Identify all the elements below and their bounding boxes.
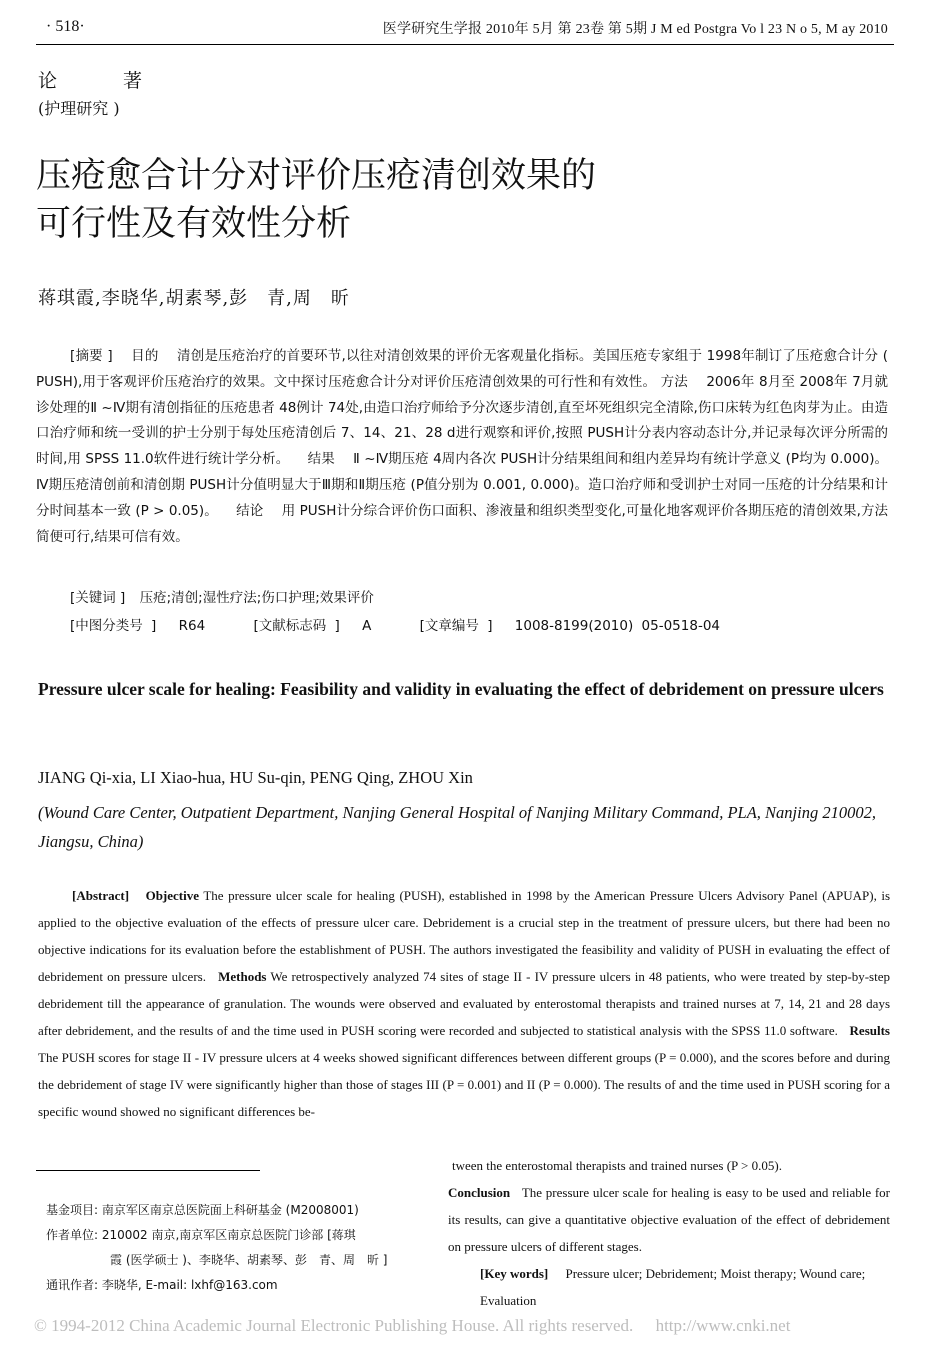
authors-cn: 蒋琪霞,李晓华,胡素琴,彭 青,周 昕 — [38, 288, 350, 309]
cnki-link[interactable]: http://www.cnki.net — [655, 1316, 791, 1335]
methods-text-cn: 2006年 8月至 2008年 7月就诊处理的Ⅱ ~Ⅳ期有清创指征的压疮患者 48例计 74处,由造口治疗师给予分次逐步清创,直至坏死组织完全清除,伤口床转为红色肉芽为止。由造口治疗师和统一受训的护士分别于每处压疮清创后 7、14、21、28 d进行观察和评价,按照 PUSH计分表内容动态计分,并记录每次评分所需的时间,用 SPSS 11.0软件进行统计学分析。 — [36, 373, 889, 468]
page-number: · 518· — [46, 18, 85, 35]
objective-label-en: Objective — [145, 888, 200, 903]
footnote-rule — [36, 1170, 260, 1171]
section-label: 论 著 — [38, 70, 173, 92]
methods-label-cn: 方法 — [660, 373, 688, 390]
subsection-label: (护理研究 ) — [38, 99, 120, 118]
footnote-corresponding: 通讯作者: 李晓华, E-mail: lxhf@163.com — [46, 1278, 278, 1292]
methods-label-en: Methods — [218, 969, 267, 984]
article-no-label: [文章编号 ] — [419, 618, 493, 634]
conclusion-text-en: The pressure ulcer scale for healing is easy to be used and reliable for its results, can give a quantitative objective evaluation of the effect of debridement on pressure ulcers of different stages. — [448, 1185, 890, 1254]
affiliation-en: (Wound Care Center, Outpatient Department, Nanjing General Hospital of Nanjing Military Command, PLA, Nanjing 210002, Jiangsu, China) — [38, 803, 876, 851]
doc-code-value: A — [362, 618, 372, 634]
results-label-en: Results — [849, 1023, 890, 1038]
results-label-cn: 结果 — [307, 451, 335, 468]
conclusion-label-en: Conclusion — [448, 1185, 511, 1200]
footnote-fund: 基金项目: 南京军区南京总医院面上科研基金 (M2008001) — [46, 1203, 359, 1217]
article-no-value: 1008-8199(2010) 05-0518-04 — [514, 618, 721, 634]
classification-row — [70, 614, 760, 634]
methods-text-en: We retrospectively analyzed 74 sites of stage II - IV pressure ulcers in 48 patients, who were treated by step-by-step debridement till the appearance of granulation. The wounds were observed and evaluated by enterostomal therapists and trained nurses at 7, 14, 21 and 28 days after debridement, and the results of and the time used in PUSH scoring were recorded and subjected to statistical analysis with the SPSS 11.0 software. — [38, 969, 890, 1038]
article-title-cn — [36, 152, 596, 248]
objective-label-cn: 目的 — [131, 348, 159, 364]
keywords-en-label: [Key words] — [480, 1266, 549, 1281]
keywords-cn-label: [关键词 ] — [70, 590, 126, 606]
footnote-unit-1: 作者单位: 210002 南京,南京军区南京总医院门诊部 [蒋琪 — [46, 1228, 356, 1242]
results-text-en-part2: tween the enterostomal therapists and trained nurses (P > 0.05). — [452, 1158, 782, 1173]
abstract-en-label: [Abstract] — [72, 888, 130, 903]
copyright-notice — [34, 1316, 790, 1336]
doc-code-label: [文献标志码 ] — [253, 618, 340, 634]
abstract-en-continued — [448, 1152, 890, 1260]
authors-en: JIANG Qi-xia, LI Xiao-hua, HU Su-qin, PENG Qing, ZHOU Xin — [38, 768, 473, 787]
results-text-en-part1: The PUSH scores for stage II - IV pressure ulcers at 4 weeks showed significant differences between different groups (P = 0.000), and the scores before and during the debridement of stage IV were significantly higher than those of stages III (P = 0.001) and II (P = 0.000). The results of and the time used in PUSH scoring for a specific wound showed no significant differences be- — [38, 1050, 890, 1119]
clc-value: R64 — [178, 618, 206, 634]
footnotes — [46, 1198, 416, 1298]
objective-text-en: The pressure ulcer scale for healing (PUSH), established in 1998 by the American Pressure Ulcers Advisory Panel (APUAP), is applied to the objective evaluation of the effects of pressure ulcer care. Debridement is a crucial step in the treatment of pressure ulcers, but there had been no objective indications for its evaluation before the establishment of PUSH. The authors investigated the feasibility and validity of PUSH in evaluating the effect of debridement on pressure ulcers. — [38, 888, 891, 984]
abstract-cn-label: [摘要 ] — [70, 348, 113, 364]
keywords-en — [480, 1260, 890, 1314]
keywords-cn-text: 压疮;清创;湿性疗法;伤口护理;效果评价 — [139, 590, 374, 606]
abstract-cn — [36, 344, 888, 550]
keywords-en-text: Pressure ulcer; Debridement; Moist therapy; Wound care; Evaluation — [480, 1266, 866, 1308]
objective-text-cn: 清创是压疮治疗的首要环节,以往对清创效果的评价无客观量化指标。美国压疮专家组于 1998年制订了压疮愈合计分 ( PUSH),用于客观评价压疮治疗的效果。文中探讨压疮愈合计分对评价压疮清创效果的可行性和有效性。 — [36, 348, 889, 390]
conclusion-label-cn: 结论 — [236, 502, 264, 519]
copyright-text: © 1994-2012 China Academic Journal Electronic Publishing House. All rights reserved. — [34, 1316, 634, 1335]
journal-header: 医学研究生学报 2010年 5月 第 23卷 第 5期 J M ed Postgra Vo l 23 N o 5, M ay 2010 — [382, 22, 888, 37]
header-rule — [36, 44, 894, 45]
conclusion-text-cn: 用 PUSH计分综合评价伤口面积、渗液量和组织类型变化,可量化地客观评价各期压疮的清创效果,方法简便可行,结果可信有效。 — [36, 502, 889, 545]
results-text-cn: Ⅱ ~Ⅳ期压疮 4周内各次 PUSH计分结果组间和组内差异均有统计学意义 (P均为 0.000)。Ⅳ期压疮清创前和清创期 PUSH计分值明显大于Ⅲ期和Ⅱ期压疮 (P值分别为 0.001, 0.000)。造口治疗师和受训护士对同一压疮的计分结果和计分时间基本一致 (P > 0.05)。 — [36, 451, 889, 519]
article-title-en: Pressure ulcer scale for healing: Feasibility and validity in evaluating the effect of debridement on pressure ulcers — [38, 679, 884, 699]
clc-label: [中图分类号 ] — [70, 618, 157, 634]
footnote-unit-2: 霞 (医学硕士 )、李晓华、胡素琴、彭 青、周 昕 ] — [110, 1253, 388, 1267]
keywords-cn — [70, 586, 374, 606]
title-line-1: 压疮愈合计分对评价压疮清创效果的 — [36, 156, 597, 196]
title-line-2: 可行性及有效性分析 — [36, 204, 352, 244]
abstract-en — [38, 882, 890, 1125]
